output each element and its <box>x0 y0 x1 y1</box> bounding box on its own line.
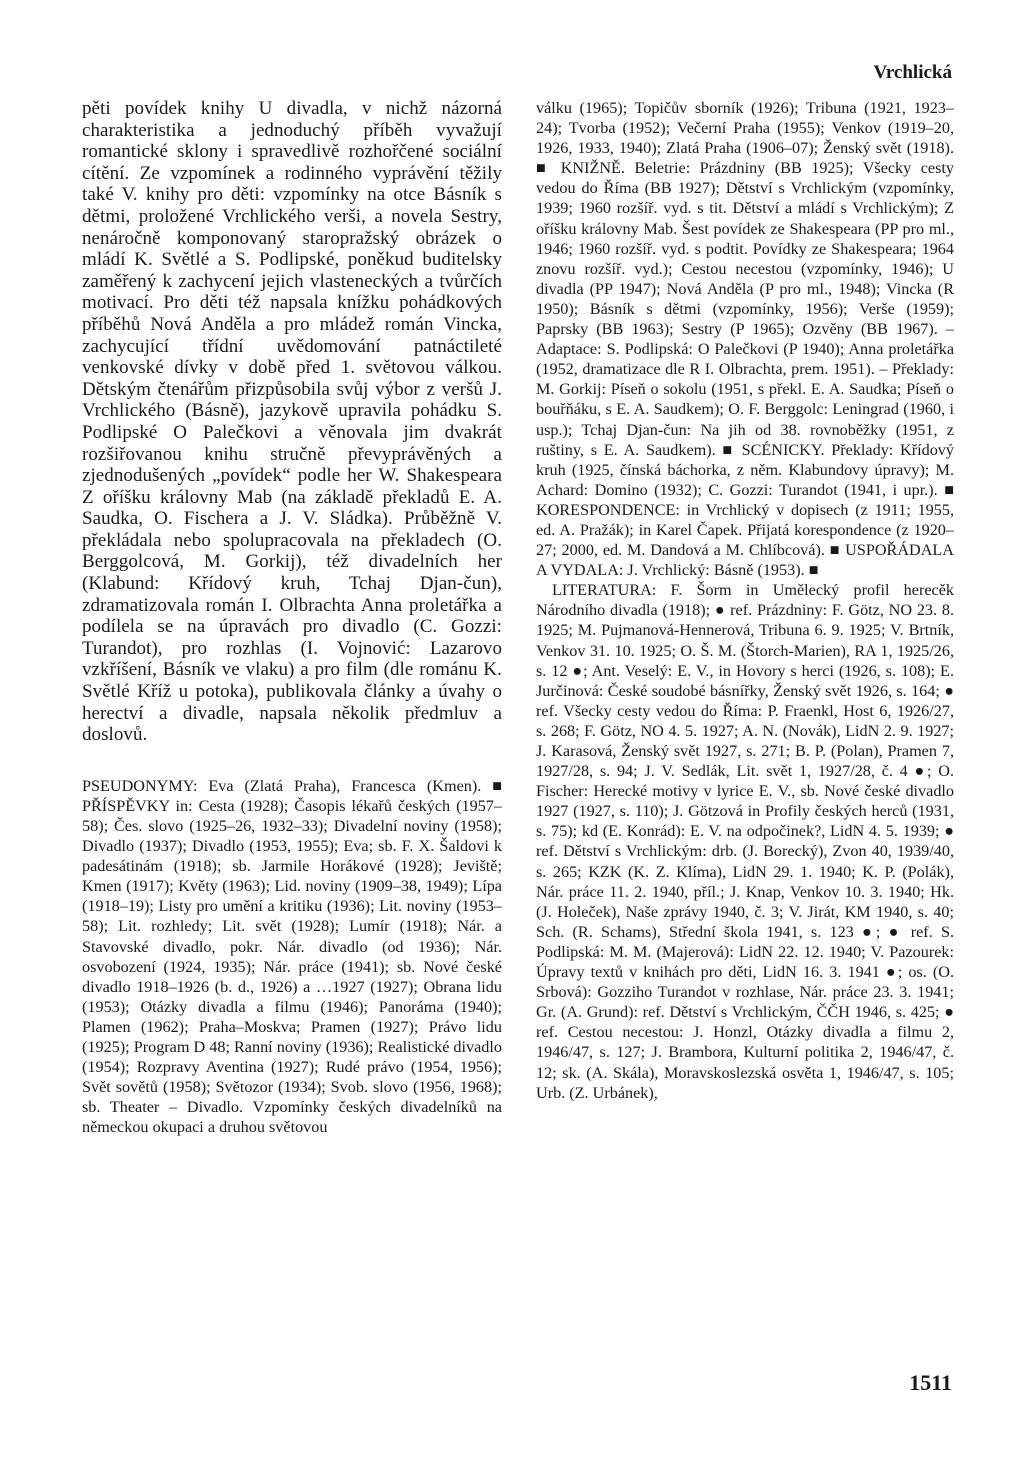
running-head: Vrchlická <box>873 62 952 83</box>
bibliography-paragraph: válku (1965); Topičův sborník (1926); Tribuna (1921, 1923–24); Tvorba (1952); Večerní Praha (1955); Venkov (1919–20, 1926, 1933, 1940); Zlatá Praha (1906–07); Ženský svět (1918). ■ KNIŽNĚ. Beletrie: Prázdniny (BB 1925); Všecky cesty vedou do Říma (BB 1927); Dětství s Vrchlickým (vzpomínky, 1939; 1960 rozšíř. vyd. s tit. Dětství a mládí s Vrchlickým); Z oříšku královny Mab. Šest povídek ze Shakespeara (PP pro ml., 1946; 1960 rozšíř. vyd. s podtit. Povídky ze Shakespeara; 1964 znovu rozšíř. vyd.); Cestou necestou (vzpomínky, 1946); U divadla (PP 1947); Nová Anděla (P pro ml., 1948); Vincka (R 1950); Básník s dětmi (vzpomínky, 1956); Verše (1959); Paprsky (BB 1963); Sestry (P 1965); Ozvěny (BB 1967). – Adaptace: S. Podlipská: O Palečkovi (P 1940); Anna proletářka (1952, dramatizace dle R I. Olbrachta, prem. 1951). – Překlady: M. Gorkij: Píseň o sokolu (1951, s překl. E. A. Saudka; Píseň o bouřňáku, s E. A. Saudkem); O. F. Berggolc: Leningrad (1960, i usp.); Tchaj Djan-čun: Na jih od 38. rovnoběžky (1951, z ruštiny, s E. A. Saudkem). ■ SCÉNICKY. Překlady: Křídový kruh (1925, čínská báchorka, z něm. Klabundovy úpravy); M. Achard: Domino (1932); C. Gozzi: Turandot (1941, i upr.). ■ KORESPONDENCE: in Vrchlický v dopisech (z 1911; 1955, ed. A. Pražák); in Karel Čapek. Přijatá korespondence (z 1920–27; 2000, ed. M. Dandová a M. Chlíbcová). ■ USPOŘÁDALA A VYDALA: J. Vrchlický: Básně (1953). ■ <box>536 99 954 580</box>
left-column <box>82 98 502 1138</box>
pseudonymy-paragraph: PSEUDONYMY: Eva (Zlatá Praha), Francesca (Kmen). ■ PŘÍSPĚVKY in: Cesta (1928); Časopis lékařů českých (1957–58); Čes. slovo (1925–26, 1932–33); Divadelní noviny (1958); Divadlo (1937); Divadlo (1953, 1955); Eva; sb. F. X. Šaldovi k padesátinám (1918); sb. Jarmile Horákové (1928); Jeviště; Kmen (1917); Květy (1963); Lid. noviny (1909–38, 1949); Lípa (1918–19); Listy pro umění a kritiku (1936); Lit. noviny (1953–58); Lit. rozhledy; Lit. svět (1928); Lumír (1918); Nár. a Stavovské divadlo, pokr. Nár. divadlo (od 1936); Nár. osvobození (1924, 1935); Nár. práce (1941); sb. Nové české divadlo 1918–1926 (b. d., 1926) a …1927 (1927); Obrana lidu (1953); Otázky divadla a filmu (1946); Panoráma (1940); Plamen (1962); Praha–Moskva; Pramen (1927); Právo lidu (1925); Program D 48; Ranní noviny (1936); Realistické divadlo (1954); Rozpravy Aventina (1927); Rudé právo (1954, 1956); Svět sovětů (1958); Světozor (1934); Svob. slovo (1956, 1968); sb. Theater – Divadlo. Vzpomínky českých divadelníků na německou okupaci a druhou světovou <box>82 776 502 1137</box>
right-column <box>536 98 954 1103</box>
literature-paragraph: LITERATURA: F. Šorm in Umělecký profil herecěk Národního divadla (1918); ● ref. Prázdniny: F. Götz, NO 23. 8. 1925; M. Pujmanová-Hennerová, Tribuna 6. 9. 1925; V. Brtník, Venkov 31. 10. 1925; O. Š. M. (Štorch-Marien), RA 1, 1925/26, s. 12 ●; Ant. Veselý: E. V., in Hovory s herci (1926, s. 108); E. Jurčinová: České soudobé básnířky, Ženský svět 1926, s. 164; ● ref. Všecky cesty vedou do Říma: P. Fraenkl, Host 6, 1926/27, s. 268; F. Götz, NO 4. 5. 1927; A. N. (Novák), LidN 2. 9. 1927; J. Karasová, Ženský svět 1927, s. 271; B. P. (Polan), Pramen 7, 1927/28, s. 94; J. V. Sedlák, Lit. svět 1, 1927/28, č. 4 ●; O. Fischer: Herecké motivy v lyrice E. V., sb. Nové české divadlo 1927 (1927, s. 110); J. Götzová in Profily českých herců (1931, s. 75); kd (E. Konrád): E. V. na odpočinek?, LidN 4. 5. 1939; ● ref. Dětství s Vrchlickým: drb. (J. Borecký), Zvon 40, 1939/40, s. 265; KZK (K. Z. Klíma), LidN 29. 1. 1940; K. P. (Polák), Nár. práce 11. 2. 1940, příl.; J. Knap, Venkov 10. 3. 1940; Hk. (J. Holeček), Naše zprávy 1940, č. 3; V. Jirát, KM 1940, s. 40; Sch. (R. Schams), Střední škola 1941, s. 123 ●; ● ref. S. Podlipská: M. M. (Majerová): LidN 22. 12. 1940; V. Pazourek: Úpravy textů v knihách pro děti, LidN 16. 3. 1941 ●; os. (O. Srbová): Gozziho Turandot v rozhlase, Nár. práce 23. 3. 1941; Gr. (A. Grund): ref. Dětství s Vrchlickým, ČČH 1946, s. 425; ● ref. Cestou necestou: J. Honzl, Otázky divadla a filmu 2, 1946/47, s. 127; J. Brambora, Kulturní politika 2, 1946/47, č. 12; sk. (A. Skála), Moravskoslezská osvěta 1, 1946/47, s. 105; Urb. (Z. Urbánek), <box>536 581 954 1102</box>
page-number: 1511 <box>909 1370 952 1395</box>
biography-paragraph: pěti povídek knihy U divadla, v nichž názorná charakteristika a jednoduchý příběh vyvažují romantické sklony i spravedlivě rozhořčené sociální cítění. Ze vzpomínek a rodinného vyprávění těžily také V. knihy pro děti: vzpomínky na otce Básník s dětmi, proložené Vrchlického verši, a novela Sestry, nenáročně komponovaný staropražský obrázek o mládí K. Světlé a S. Podlipské, poněkud buditelsky zaměřený k zachycení jejich vlasteneckých a tvůrčích motivací. Pro děti též napsala knížku pohádkových příběhů Nová Anděla a pro mládež román Vincka, zachycující třídní uvědomování patnáctileté venkovské dívky v době před 1. světovou válkou. Dětským čtenářům přizpůsobila svůj výbor z veršů J. Vrchlického (Básně), jazykově upravila pohádku S. Podlipské O Palečkovi a věnovala jim dvakrát rozšiřovanou knihu stručně převyprávěných a zjednodušených „povídek“ podle her W. Shakespeara Z oříšku královny Mab (na základě překladů E. A. Saudka, O. Fischera a J. V. Sládka). Průběžně V. překládala nebo spolupracovala na překladech (O. Berggolcová, M. Gorkij), též divadelních her (Klabund: Křídový kruh, Tchaj Djan-čun), zdramatizovala román I. Olbrachta Anna proletářka a podílela se na úpravách pro divadlo (C. Gozzi: Turandot), pro rozhlas (I. Vojnović: Lazarovo vzkříšení, Básník ve vlaku) a pro film (dle románu K. Světlé Kříž u potoka), publikovala články a úvahy o herectví a divadle, napsala několik předmluv a doslovů. <box>82 98 502 746</box>
